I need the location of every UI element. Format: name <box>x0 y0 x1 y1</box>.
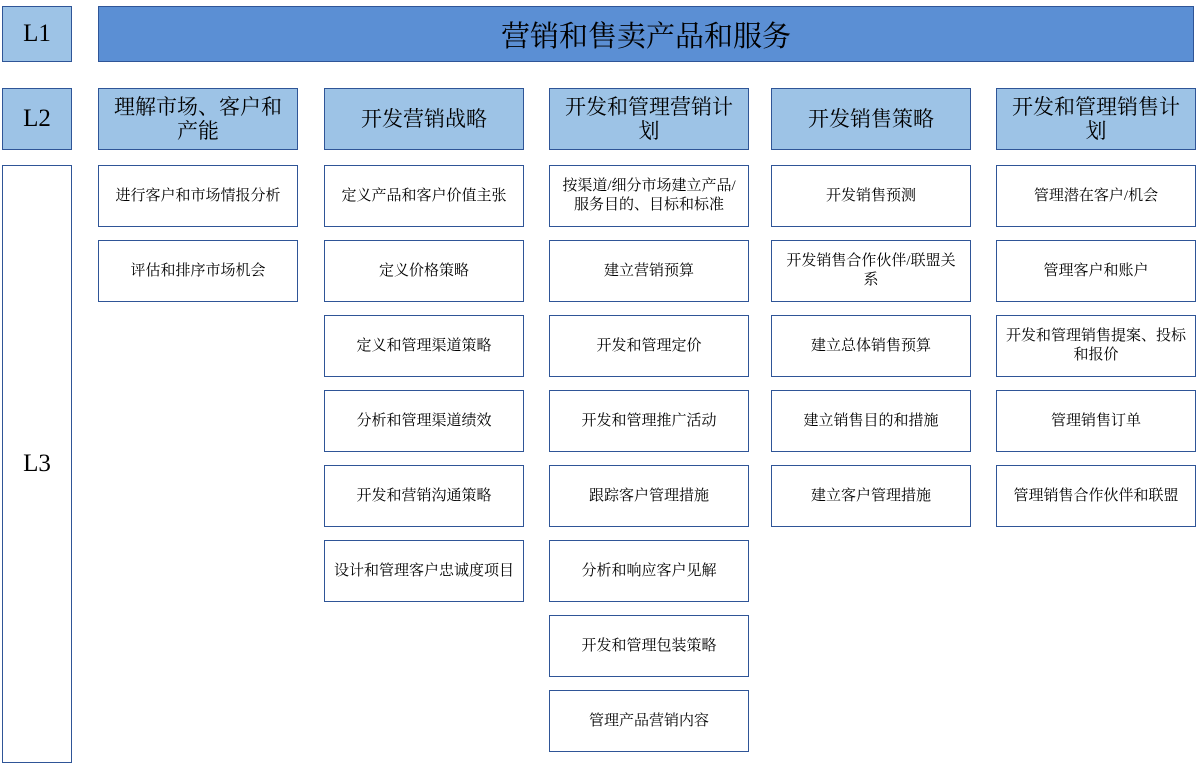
column-items-3 <box>771 165 971 527</box>
list-item[interactable]: 按渠道/细分市场建立产品/服务目的、目标和标准 <box>549 165 749 227</box>
column-header-3[interactable]: 开发销售策略 <box>771 88 971 150</box>
list-item[interactable]: 管理潜在客户/机会 <box>996 165 1196 227</box>
list-item[interactable]: 跟踪客户管理措施 <box>549 465 749 527</box>
list-item[interactable]: 管理产品营销内容 <box>549 690 749 752</box>
list-item[interactable]: 分析和响应客户见解 <box>549 540 749 602</box>
column-2 <box>549 88 749 765</box>
column-items-0 <box>98 165 298 302</box>
column-header-1[interactable]: 开发营销战略 <box>324 88 524 150</box>
l1-title-banner: 营销和售卖产品和服务 <box>98 6 1194 62</box>
list-item[interactable]: 进行客户和市场情报分析 <box>98 165 298 227</box>
list-item[interactable]: 管理客户和账户 <box>996 240 1196 302</box>
level-label-l2: L2 <box>2 88 72 150</box>
level-label-l1: L1 <box>2 6 72 62</box>
column-items-4 <box>996 165 1196 527</box>
list-item[interactable]: 管理销售合作伙伴和联盟 <box>996 465 1196 527</box>
list-item[interactable]: 设计和管理客户忠诚度项目 <box>324 540 524 602</box>
list-item[interactable]: 建立营销预算 <box>549 240 749 302</box>
list-item[interactable]: 开发和管理包装策略 <box>549 615 749 677</box>
list-item[interactable]: 分析和管理渠道绩效 <box>324 390 524 452</box>
list-item[interactable]: 评估和排序市场机会 <box>98 240 298 302</box>
column-0 <box>98 88 298 315</box>
list-item[interactable]: 定义价格策略 <box>324 240 524 302</box>
column-3 <box>771 88 971 540</box>
list-item[interactable]: 开发销售合作伙伴/联盟关系 <box>771 240 971 302</box>
list-item[interactable]: 开发和管理销售提案、投标和报价 <box>996 315 1196 377</box>
list-item[interactable]: 开发销售预测 <box>771 165 971 227</box>
list-item[interactable]: 建立总体销售预算 <box>771 315 971 377</box>
column-1 <box>324 88 524 615</box>
column-header-2[interactable]: 开发和管理营销计划 <box>549 88 749 150</box>
list-item[interactable]: 定义产品和客户价值主张 <box>324 165 524 227</box>
list-item[interactable]: 定义和管理渠道策略 <box>324 315 524 377</box>
column-header-0[interactable]: 理解市场、客户和产能 <box>98 88 298 150</box>
list-item[interactable]: 开发和管理定价 <box>549 315 749 377</box>
column-4 <box>996 88 1196 540</box>
list-item[interactable]: 开发和营销沟通策略 <box>324 465 524 527</box>
column-header-4[interactable]: 开发和管理销售计划 <box>996 88 1196 150</box>
column-items-2 <box>549 165 749 752</box>
column-items-1 <box>324 165 524 602</box>
list-item[interactable]: 建立客户管理措施 <box>771 465 971 527</box>
list-item[interactable]: 开发和管理推广活动 <box>549 390 749 452</box>
list-item[interactable]: 建立销售目的和措施 <box>771 390 971 452</box>
level-label-l3: L3 <box>2 165 72 763</box>
list-item[interactable]: 管理销售订单 <box>996 390 1196 452</box>
